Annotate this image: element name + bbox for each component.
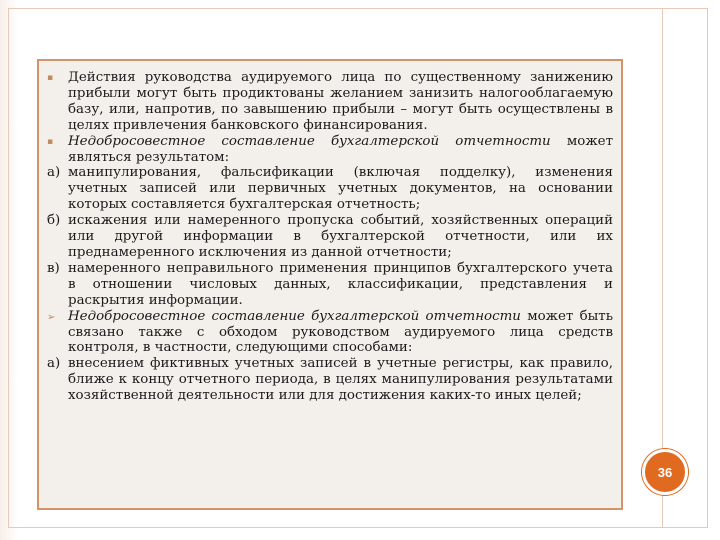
bullet-1-text: Действия руководства аудируемого лица по существенному занижению прибыли могут быть продиктованы желанием занизить налогооблагаемую базу, или, напротив, по завышению прибыли – могут быть осуществлены в целях привлечения банковского финансирования. bbox=[68, 70, 613, 133]
bullet-2-emphasis: Недобросовестное составление бухгалтерской отчетности bbox=[68, 133, 551, 149]
square-bullet-icon: ▪ bbox=[47, 73, 54, 83]
bullet-3-emphasis: Недобросовестное составление бухгалтерской отчетности bbox=[68, 308, 521, 324]
list-2-item-a bbox=[47, 356, 613, 404]
list-item-text: намеренного неправильного применения принципов бухгалтерского учета в отношении числовых данных, классификации, представления и раскрытия информации. bbox=[68, 260, 613, 308]
list-1-item-b bbox=[47, 213, 613, 261]
page-number: 36 bbox=[657, 464, 673, 480]
list-marker: а) bbox=[47, 165, 61, 181]
list-marker: а) bbox=[47, 356, 61, 372]
list-marker: б) bbox=[47, 213, 61, 229]
bullet-paragraph-2 bbox=[47, 134, 613, 166]
square-bullet-icon: ▪ bbox=[47, 136, 54, 147]
bullet-paragraph-1 bbox=[47, 70, 613, 134]
list-item-text: искажения или намеренного пропуска событий, хозяйственных операций или другой информации в бухгалтерской отчетности, или их преднамеренного исключения из данной отчетности; bbox=[68, 213, 613, 260]
list-marker: в) bbox=[47, 260, 60, 276]
list-item-text: манипулирования, фальсификации (включая подделку), изменения учетных записей или первичных учетных документов, на основании которых составляется бухгалтерская отчетность; bbox=[68, 165, 613, 213]
list-item-text: внесением фиктивных учетных записей в учетные регистры, как правило, ближе к концу отчетного периода, в целях манипулирования результатами хозяйственной деятельности или для достижения каких-то иных целей; bbox=[68, 356, 613, 404]
content-text-box bbox=[37, 59, 623, 510]
chevron-bullet-icon: ➢ bbox=[47, 311, 56, 323]
list-1-item-c bbox=[47, 261, 613, 309]
list-1-item-a bbox=[47, 165, 613, 213]
bullet-paragraph-3 bbox=[47, 309, 613, 357]
page-number-badge bbox=[642, 449, 688, 495]
bullet-2-text: может являться результатом: bbox=[68, 133, 613, 165]
bullet-3-text: может быть связано также с обходом руководством аудируемого лица средств контроля, в частности, следующими способами: bbox=[68, 308, 613, 356]
